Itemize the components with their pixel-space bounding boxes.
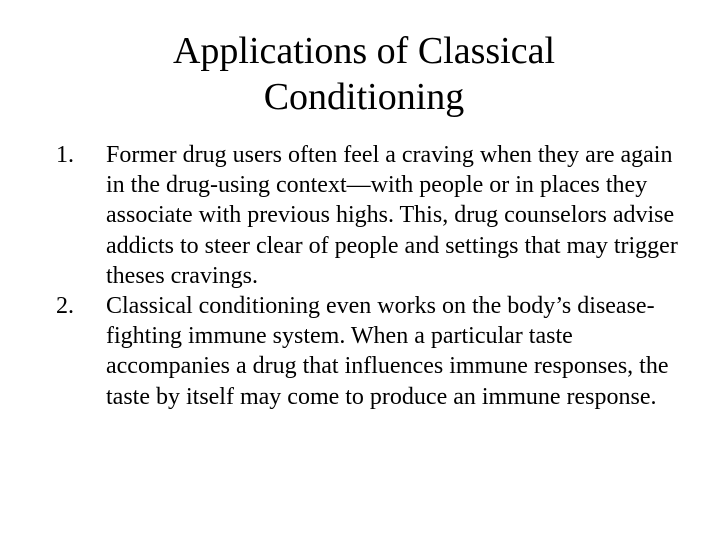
list-item-number: 1. — [56, 142, 74, 168]
slide-title — [36, 28, 692, 120]
list-item-text: Former drug users often feel a craving when they are again in the drug-using context—with people or in places they associate with previous highs. This, drug counselors advise addicts to steer clear of people and settings that may trigger theses cravings. — [106, 142, 678, 289]
list-item-number: 2. — [56, 293, 74, 320]
list-item-2 — [56, 291, 686, 412]
slide-title-line-1: Applications of Classical — [172, 30, 556, 72]
list-item-1 — [56, 140, 686, 291]
numbered-list — [56, 140, 686, 412]
list-item-text: Classical conditioning even works on the body’s disease-fighting immune system. When a particular taste accompanies a drug that influences immune responses, the taste by itself may come to produce an immune response. — [106, 293, 669, 410]
slide-title-line-2: Conditioning — [263, 76, 465, 118]
